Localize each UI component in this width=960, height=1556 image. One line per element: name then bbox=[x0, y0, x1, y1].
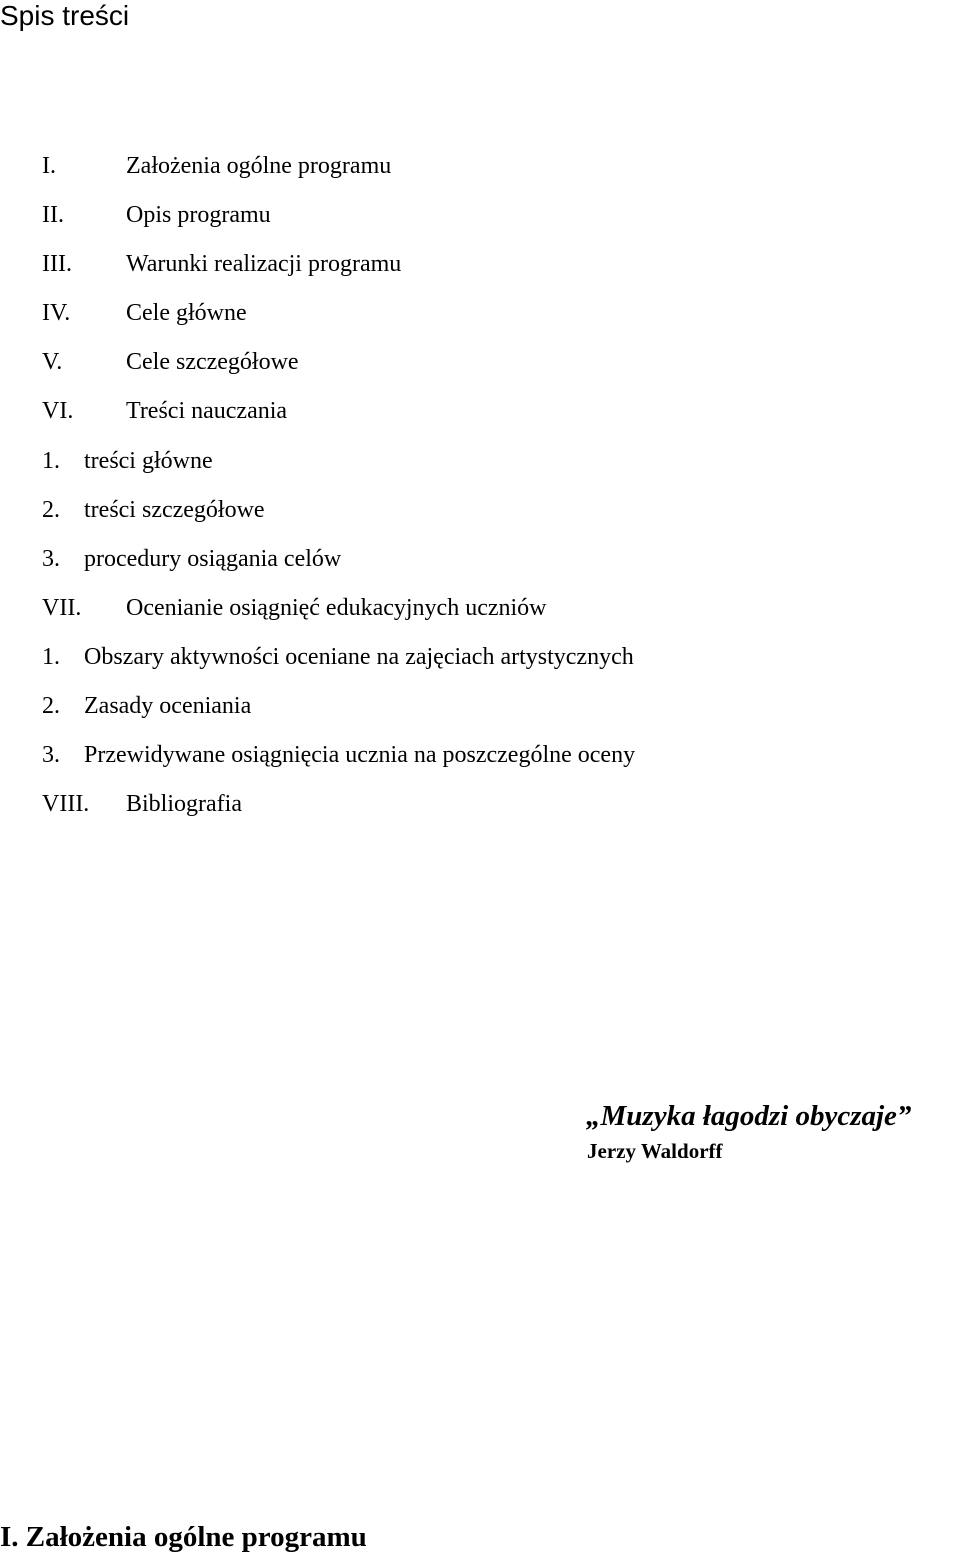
toc-entry bbox=[0, 592, 960, 641]
toc-entry-number: V. bbox=[42, 349, 63, 376]
toc-entry-label: treści główne bbox=[84, 447, 213, 474]
toc-entry bbox=[0, 788, 960, 837]
toc-entry-label: Zasady oceniania bbox=[84, 693, 252, 720]
toc-entry-label: Cele szczegółowe bbox=[126, 349, 299, 376]
toc-title: Spis treści bbox=[0, 0, 130, 31]
section-heading: I. Założenia ogólne programu bbox=[0, 1521, 367, 1553]
toc-entry bbox=[0, 395, 960, 444]
toc-entry-number: 1. bbox=[42, 643, 60, 670]
toc-entry-label: Opis programu bbox=[126, 202, 271, 229]
toc-entry-label: Cele główne bbox=[126, 300, 247, 327]
toc-entry-number: IV. bbox=[42, 300, 71, 327]
toc-entry-label: Bibliografia bbox=[126, 791, 242, 818]
toc-entry-label: Założenia ogólne programu bbox=[126, 153, 392, 179]
toc-entry bbox=[0, 297, 960, 346]
toc-entry-label: treści szczegółowe bbox=[84, 496, 265, 523]
toc-entry-label: Warunki realizacji programu bbox=[126, 251, 402, 278]
motto-author: Jerzy Waldorff bbox=[587, 1139, 723, 1163]
toc-entry-number: 3. bbox=[42, 742, 60, 769]
toc-entry-label: Ocenianie osiągnięć edukacyjnych uczniów bbox=[126, 594, 547, 621]
toc-entry-label: procedury osiągania celów bbox=[84, 545, 342, 572]
toc-entry-number: 3. bbox=[42, 545, 60, 572]
toc-entry bbox=[0, 150, 960, 199]
toc-entry-number: 2. bbox=[42, 693, 60, 720]
toc-entry-number: 1. bbox=[42, 447, 60, 474]
toc-subentry bbox=[0, 690, 960, 739]
toc-entry-number: I. bbox=[42, 153, 56, 179]
toc-subentry bbox=[0, 641, 960, 690]
toc-entry bbox=[0, 199, 960, 248]
toc-entry bbox=[0, 248, 960, 297]
toc-entry-number: 2. bbox=[42, 496, 60, 523]
toc-entry-number: VII. bbox=[42, 594, 82, 621]
toc-entry-label: Przewidywane osiągnięcia ucznia na poszczególne oceny bbox=[84, 742, 636, 769]
toc-entry-label: Obszary aktywności oceniane na zajęciach artystycznych bbox=[84, 643, 634, 670]
toc-entry-number: VIII. bbox=[42, 791, 90, 818]
toc-entry-number: II. bbox=[42, 202, 64, 229]
toc-subentry bbox=[0, 543, 960, 592]
toc-list bbox=[0, 150, 960, 837]
toc-subentry bbox=[0, 494, 960, 543]
toc-subentry bbox=[0, 739, 960, 788]
toc-entry bbox=[0, 346, 960, 395]
motto-quote: „Muzyka łagodzi obyczaje” bbox=[586, 1100, 912, 1132]
toc-subentry bbox=[0, 445, 960, 494]
toc-entry-number: III. bbox=[42, 251, 72, 278]
toc-entry-number: VI. bbox=[42, 398, 74, 425]
toc-entry-label: Treści nauczania bbox=[126, 398, 288, 425]
